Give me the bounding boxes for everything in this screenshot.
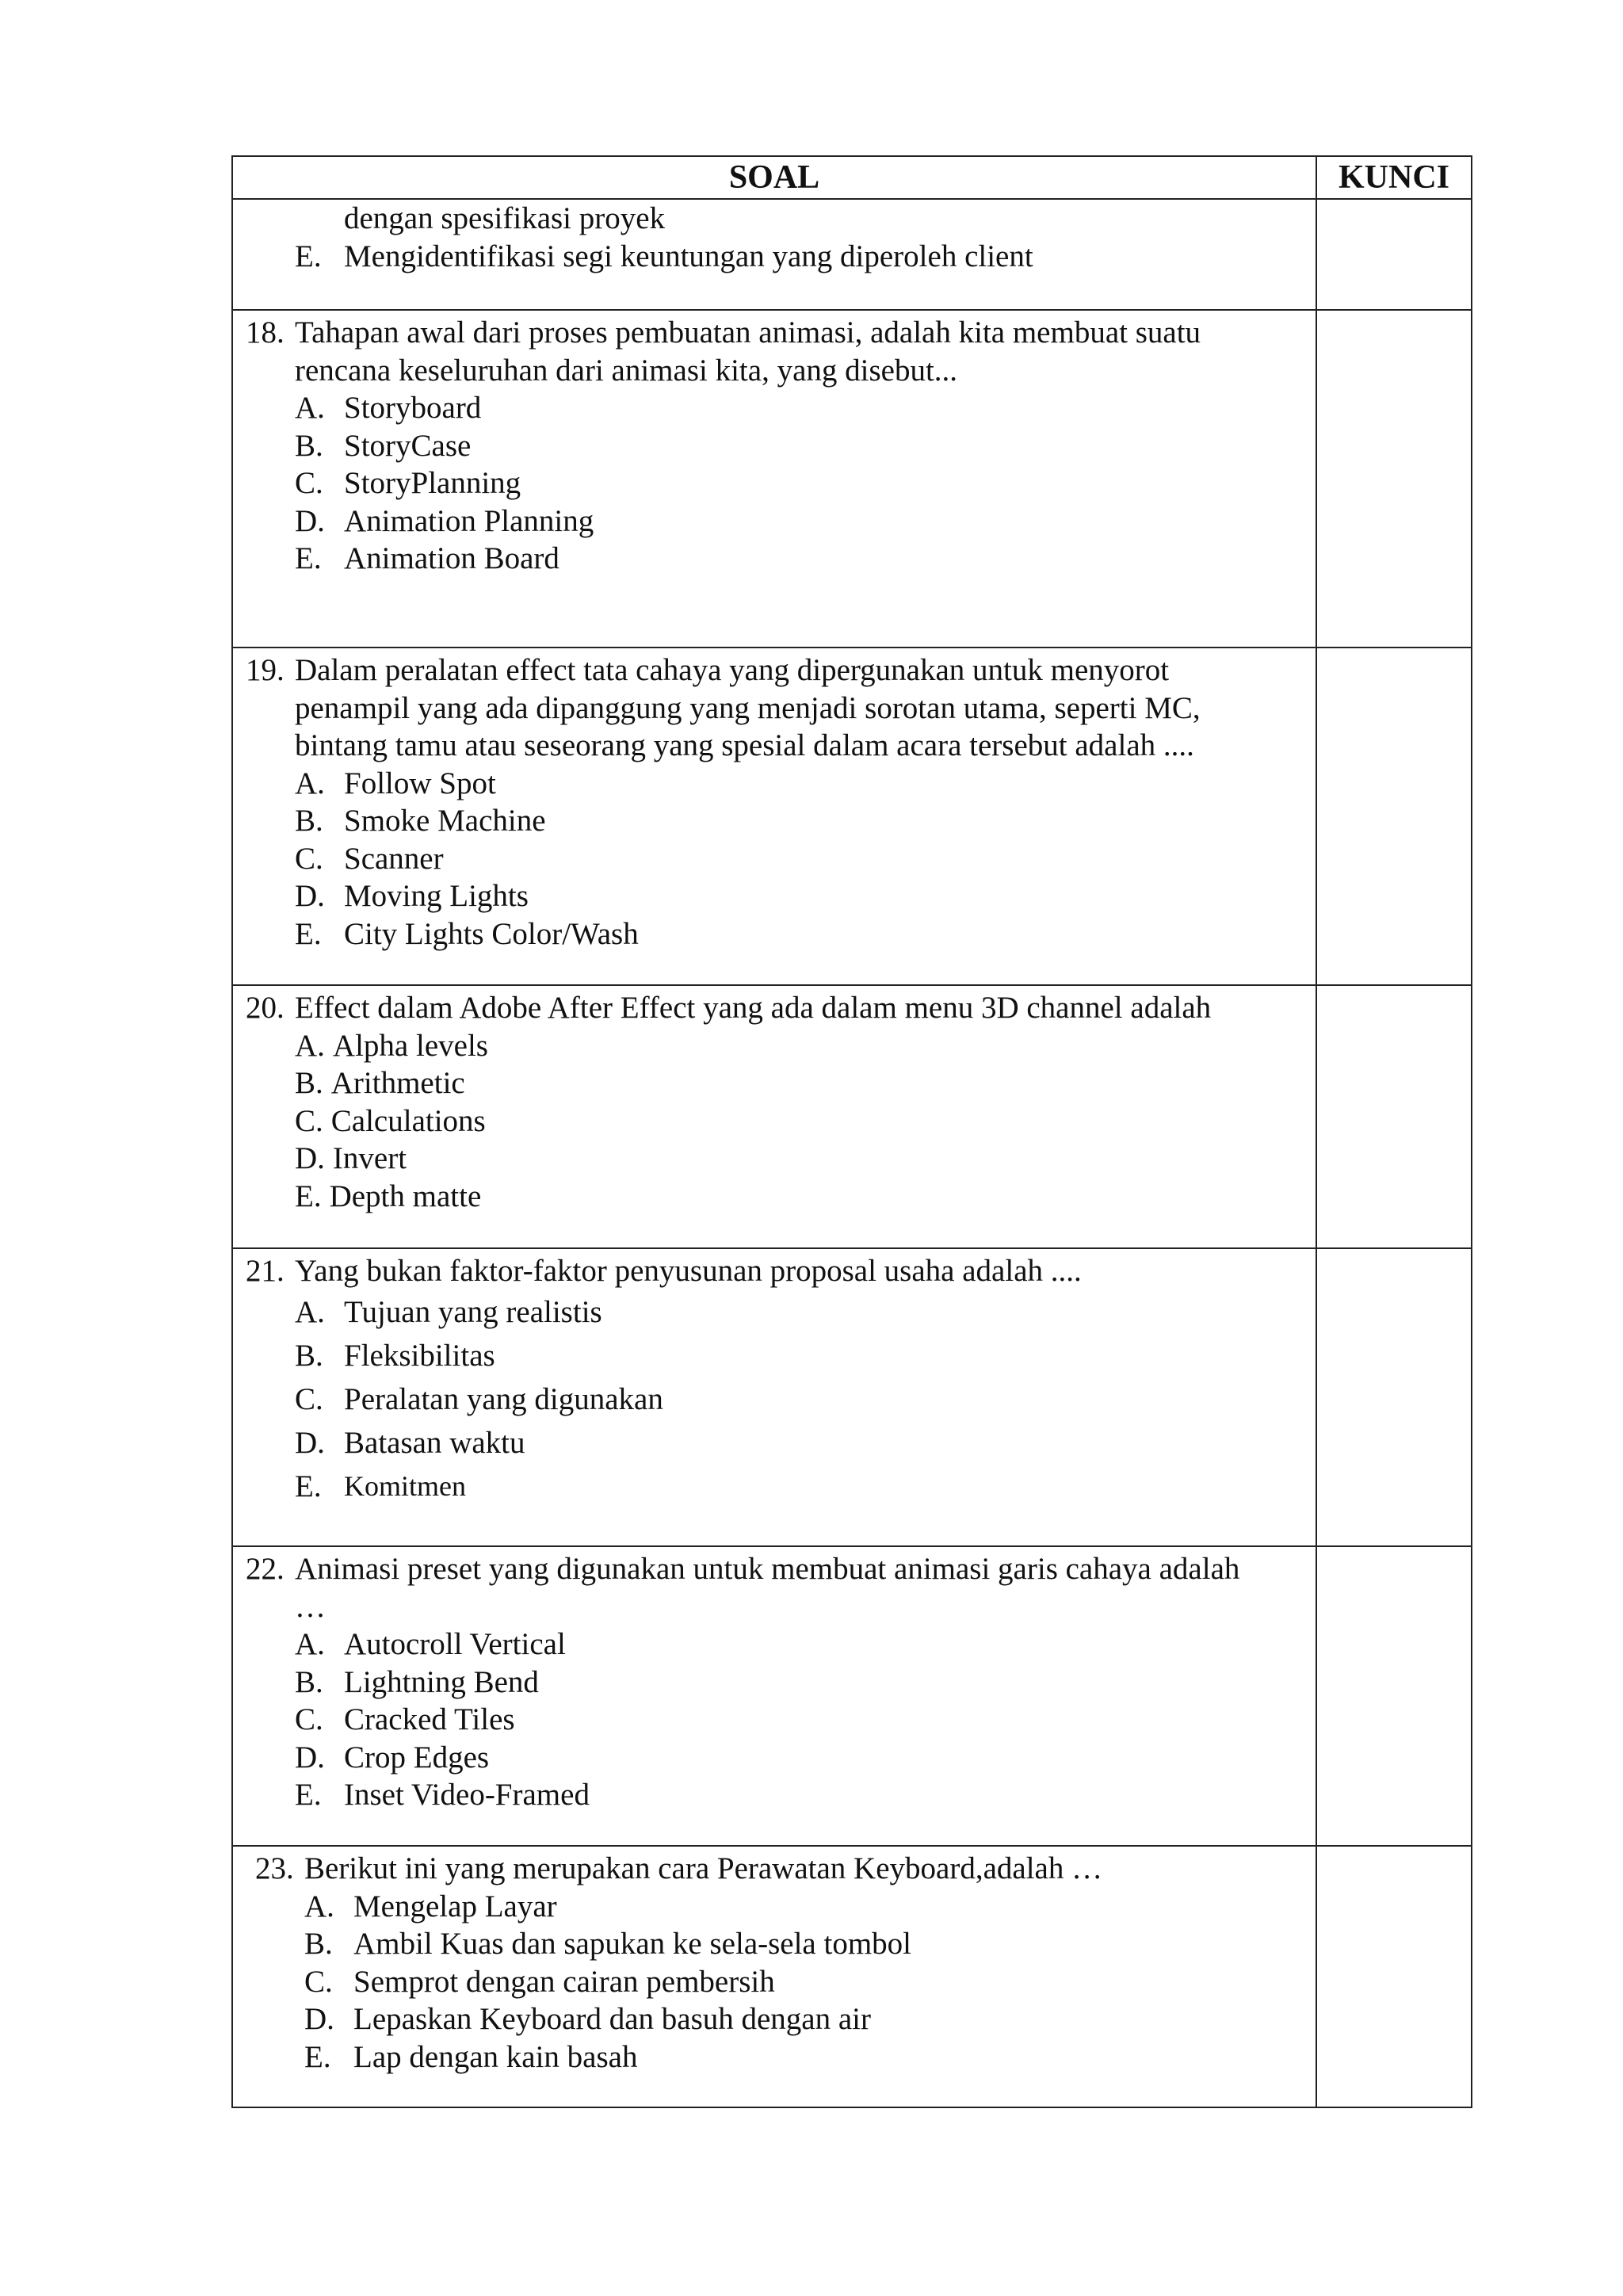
option-item (295, 877, 1303, 915)
option-item (295, 427, 1303, 465)
option-item (304, 2038, 1303, 2076)
option-text: Moving Lights (344, 879, 529, 913)
option-text: Storyboard (344, 391, 482, 425)
question-cell (232, 310, 1316, 648)
option-text: City Lights Color/Wash (344, 916, 639, 951)
option-item (295, 464, 1303, 502)
answer-key-cell[interactable] (1316, 985, 1472, 1248)
question-number: 19. (246, 653, 285, 687)
option-text: Calculations (330, 1103, 486, 1138)
question-table (231, 155, 1472, 2108)
option-letter: A. (295, 1028, 325, 1063)
option-text: Inset Video-Framed (344, 1778, 590, 1812)
header-row (232, 156, 1472, 199)
question-cell (232, 985, 1316, 1248)
option-text: Lightning Bend (344, 1664, 539, 1699)
question-cell (232, 1248, 1316, 1546)
option-item (295, 1377, 1303, 1421)
option-item (295, 802, 1303, 840)
continuation-cell (232, 199, 1316, 310)
option-text: Animation Board (344, 541, 559, 575)
answer-key-cell[interactable] (1316, 1846, 1472, 2107)
option-item (295, 1626, 1303, 1664)
question-row-18 (232, 310, 1472, 648)
option-letter: C. (295, 1103, 323, 1138)
answer-key-cell[interactable] (1316, 1546, 1472, 1846)
option-letter: B. (295, 1338, 323, 1373)
question-text: Tahapan awal dari proses pembuatan animasi, adalah kita membuat suatu (295, 315, 1201, 350)
question-row-20 (232, 985, 1472, 1248)
answer-key-cell[interactable] (1316, 310, 1472, 648)
option-item (295, 1290, 1303, 1334)
option-text: Komitmen (344, 1469, 466, 1502)
option-text: Batasan waktu (344, 1425, 525, 1460)
option-item (295, 840, 1303, 878)
option-item (295, 1334, 1303, 1377)
question-cell (232, 1546, 1316, 1846)
option-letter: C. (295, 1381, 323, 1416)
question-row-23 (232, 1846, 1472, 2107)
option-item (295, 1739, 1303, 1777)
option-letter: A. (295, 766, 325, 800)
option-letter: B. (304, 1927, 333, 1961)
question-number: 21. (246, 1254, 285, 1288)
option-text: Fleksibilitas (344, 1338, 495, 1373)
option-text: Crop Edges (344, 1740, 490, 1775)
option-letter: A. (304, 1889, 334, 1924)
option-text: StoryCase (344, 428, 472, 463)
option-text: Alpha levels (332, 1028, 488, 1063)
option-item (295, 389, 1303, 427)
option-letter: C. (304, 1964, 333, 1999)
option-letter: E. (295, 239, 322, 273)
option-text: Lap dengan kain basah (353, 2039, 638, 2074)
option-text: Smoke Machine (344, 804, 546, 838)
option-letter: D. (295, 503, 325, 538)
option-text: StoryPlanning (344, 466, 521, 500)
answer-key-cell[interactable] (1316, 1248, 1472, 1546)
question-text: rencana keseluruhan dari animasi kita, yang disebut... (295, 353, 958, 388)
option-item (295, 540, 1303, 578)
option-item (295, 502, 1303, 541)
option-text: Animation Planning (344, 503, 594, 538)
option-letter: A. (295, 1294, 325, 1329)
question-row-19 (232, 648, 1472, 985)
option-letter: B. (295, 804, 323, 838)
header-soal: SOAL (232, 156, 1316, 199)
option-text: Cracked Tiles (344, 1702, 515, 1736)
option-item (295, 1701, 1303, 1739)
option-letter: D. (304, 2002, 334, 2036)
answer-key-cell[interactable] (1316, 199, 1472, 310)
question-row-21 (232, 1248, 1472, 1546)
question-cell (232, 648, 1316, 985)
option-item (304, 1925, 1303, 1963)
option-text: Follow Spot (344, 766, 496, 800)
continuation-row (232, 199, 1472, 310)
option-text: Depth matte (329, 1179, 482, 1213)
option-letter: A. (295, 391, 325, 425)
option-text: Autocroll Vertical (344, 1627, 566, 1661)
question-text: penampil yang ada dipanggung yang menjadi sorotan utama, seperti MC, (295, 690, 1201, 725)
option-letter: A. (295, 1627, 325, 1661)
option-item (304, 1888, 1303, 1926)
answer-key-cell[interactable] (1316, 648, 1472, 985)
option-text: Tujuan yang realistis (344, 1294, 602, 1329)
option-letter: C. (295, 841, 323, 876)
question-text: Animasi preset yang digunakan untuk membuat animasi garis cahaya adalah (295, 1552, 1240, 1586)
option-item (295, 765, 1303, 803)
continuation-carry-text: dengan spesifikasi proyek (344, 201, 666, 235)
question-text: Yang bukan faktor-faktor penyusunan proposal usaha adalah .... (295, 1254, 1082, 1288)
option-letter: C. (295, 1702, 323, 1736)
option-letter: D. (295, 879, 325, 913)
option-letter: E. (295, 1179, 322, 1213)
option-letter: E. (295, 916, 322, 951)
option-letter: D. (295, 1740, 325, 1775)
option-letter: D. (295, 1425, 325, 1460)
option-letter: B. (295, 1066, 323, 1100)
question-number: 22. (246, 1552, 285, 1586)
option-letter: B. (295, 428, 323, 463)
option-text: Arithmetic (330, 1066, 465, 1100)
option-item (295, 1178, 1303, 1216)
option-item (304, 1963, 1303, 2001)
option-item (295, 1064, 1303, 1102)
option-text: Mengidentifikasi segi keuntungan yang diperoleh client (344, 239, 1033, 273)
option-item (304, 2000, 1303, 2038)
question-number: 18. (246, 315, 285, 350)
option-item (295, 1102, 1303, 1140)
option-text: Semprot dengan cairan pembersih (353, 1964, 775, 1999)
question-text: Dalam peralatan effect tata cahaya yang dipergunakan untuk menyorot (295, 653, 1170, 687)
question-number: 23. (255, 1851, 294, 1885)
option-letter: E. (295, 1469, 322, 1503)
option-text: Lepaskan Keyboard dan basuh dengan air (353, 2002, 872, 2036)
continuation-option (295, 238, 1303, 276)
question-text: Effect dalam Adobe After Effect yang ada dalam menu 3D channel adalah (295, 991, 1212, 1025)
option-text: Mengelap Layar (353, 1889, 557, 1924)
question-text: … (295, 1589, 326, 1624)
option-item (295, 1421, 1303, 1465)
option-item (295, 1140, 1303, 1178)
option-item (295, 1776, 1303, 1814)
option-text: Ambil Kuas dan sapukan ke sela-sela tombol (353, 1927, 911, 1961)
option-letter: E. (295, 1778, 322, 1812)
question-text: bintang tamu atau seseorang yang spesial dalam acara tersebut adalah .... (295, 728, 1194, 762)
option-letter: B. (295, 1664, 323, 1699)
option-letter: E. (304, 2039, 331, 2074)
option-letter: E. (295, 541, 322, 575)
question-row-22 (232, 1546, 1472, 1846)
header-kunci: KUNCI (1316, 156, 1472, 199)
option-item (295, 1664, 1303, 1702)
question-number: 20. (246, 991, 285, 1025)
option-item (295, 1465, 1303, 1508)
option-item (295, 1027, 1303, 1065)
option-item (295, 915, 1303, 953)
option-letter: D. (295, 1141, 325, 1175)
option-text: Invert (332, 1141, 407, 1175)
option-text: Peralatan yang digunakan (344, 1381, 663, 1416)
option-text: Scanner (344, 841, 444, 876)
option-letter: C. (295, 466, 323, 500)
question-cell (232, 1846, 1316, 2107)
question-text: Berikut ini yang merupakan cara Perawatan Keyboard,adalah … (304, 1851, 1103, 1885)
